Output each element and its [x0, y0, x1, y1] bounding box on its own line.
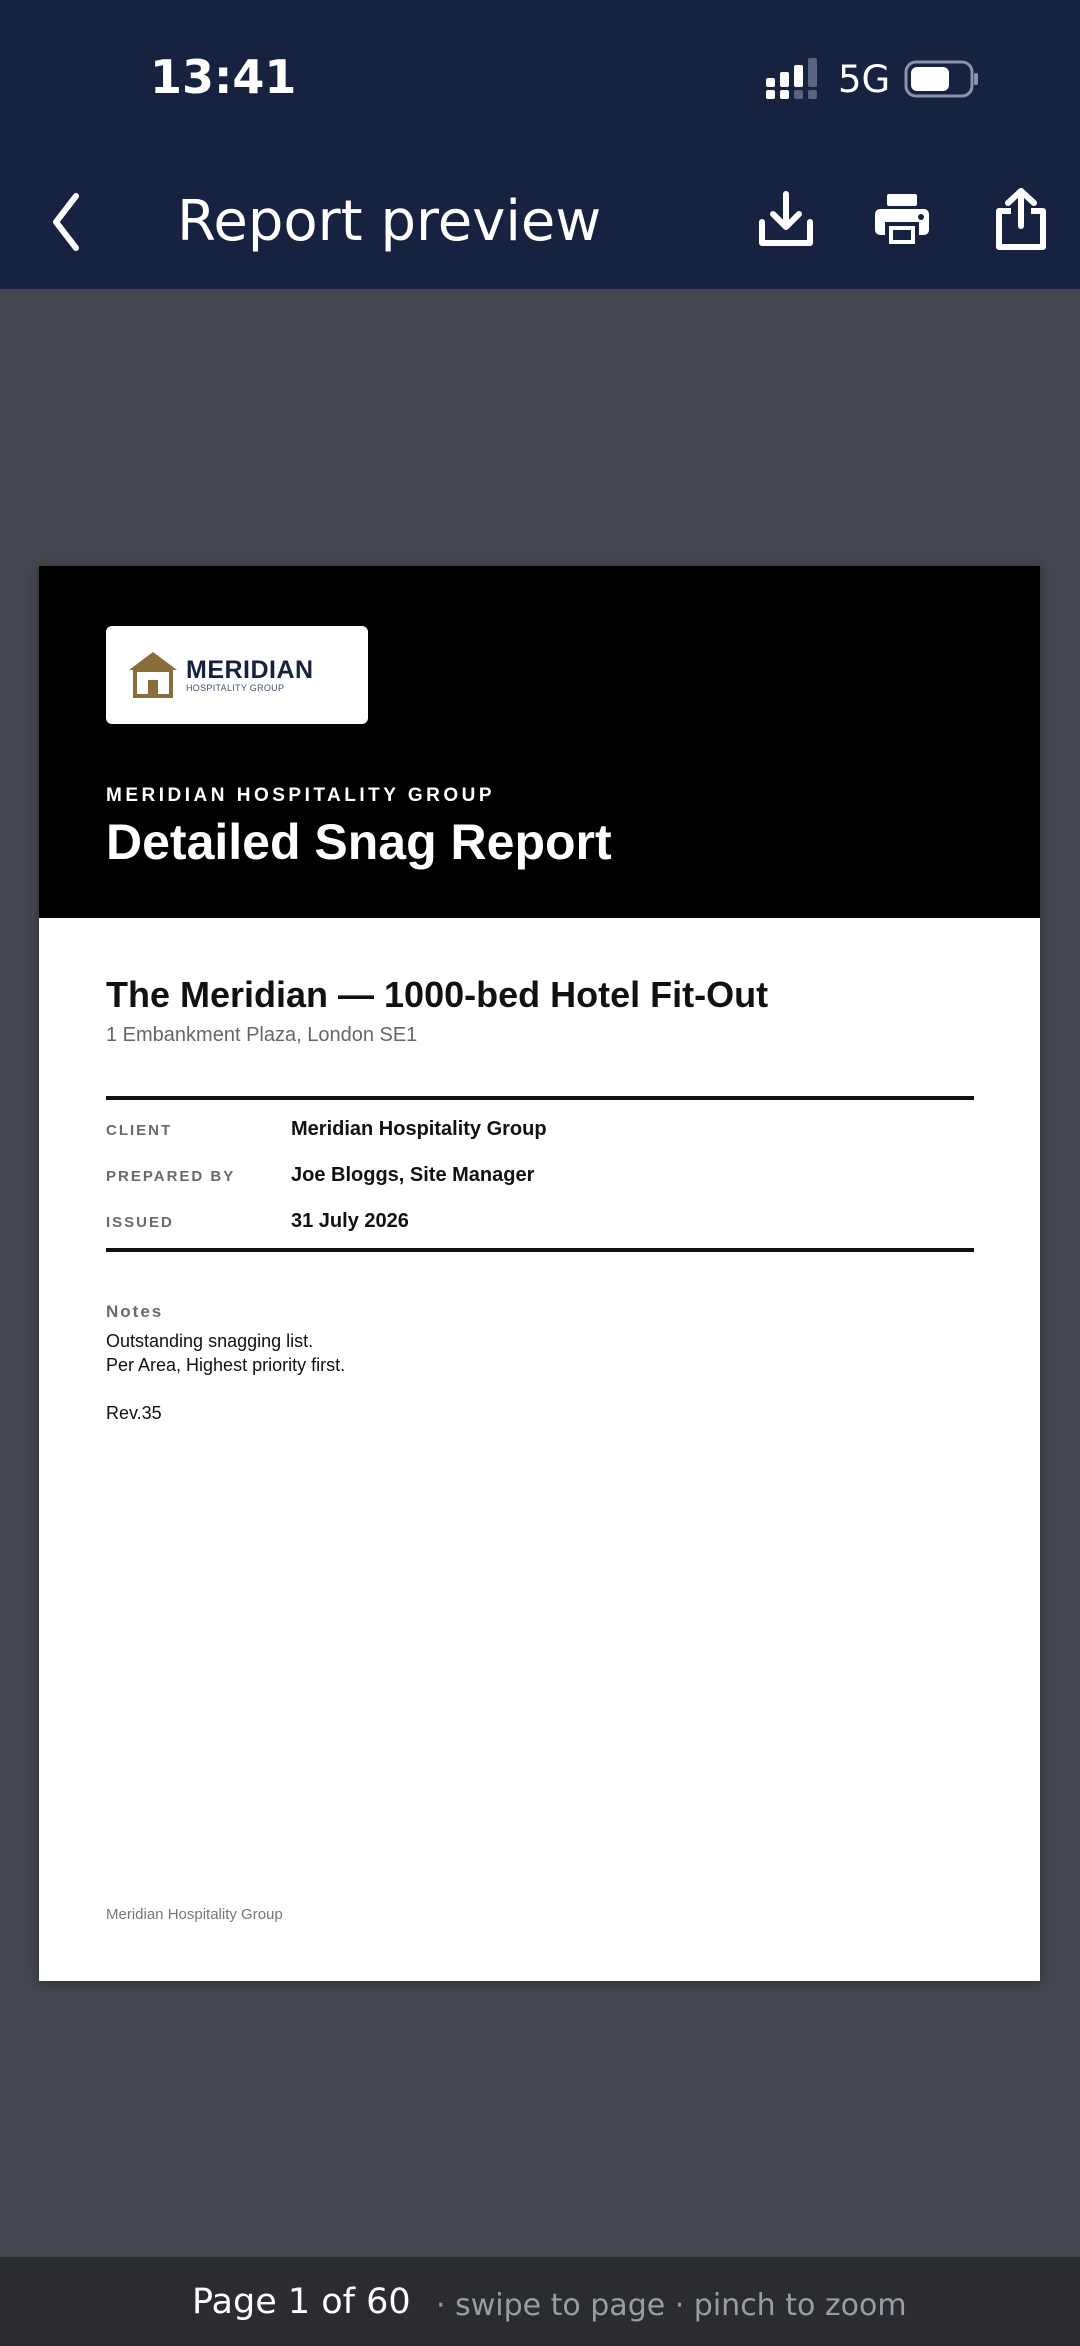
company-logo	[106, 626, 368, 724]
battery-icon	[904, 60, 980, 98]
screen-title: Report preview	[177, 189, 602, 254]
house-icon	[129, 652, 177, 698]
meta-label: PREPARED BY	[106, 1168, 236, 1185]
logo-wordmark: MERIDIAN	[186, 656, 314, 684]
network-label: 5G	[838, 58, 891, 101]
meta-label: CLIENT	[106, 1122, 173, 1139]
gesture-hint: · swipe to page · pinch to zoom	[436, 2288, 907, 2323]
page-counter: Page 1 of 60	[192, 2282, 411, 2322]
share-icon[interactable]	[991, 186, 1051, 252]
page-footer: Meridian Hospitality Group	[106, 1906, 283, 1923]
back-chevron-icon[interactable]	[46, 188, 90, 256]
report-meta-table	[106, 1096, 974, 1252]
meta-value: Joe Bloggs, Site Manager	[291, 1164, 535, 1186]
logo-subtitle: HOSPITALITY GROUP	[186, 683, 285, 693]
printer-icon[interactable]	[872, 188, 932, 250]
signal-icon	[766, 58, 822, 100]
app-header	[0, 0, 1080, 289]
organization-name: MERIDIAN HOSPITALITY GROUP	[106, 785, 496, 806]
status-time: 13:41	[150, 50, 297, 104]
meta-row-issued	[106, 1210, 974, 1240]
meta-row-client	[106, 1118, 974, 1148]
revision-label: Rev.35	[106, 1403, 162, 1423]
meta-value: Meridian Hospitality Group	[291, 1118, 547, 1140]
meta-row-prepared-by	[106, 1164, 974, 1194]
notes-heading: Notes	[106, 1302, 164, 1321]
project-address: 1 Embankment Plaza, London SE1	[106, 1024, 418, 1046]
report-page[interactable]	[39, 566, 1040, 1981]
report-cover-header	[39, 566, 1040, 918]
notes-line: Per Area, Highest priority first.	[106, 1355, 346, 1375]
report-title: Detailed Snag Report	[106, 814, 612, 870]
download-icon[interactable]	[756, 188, 816, 250]
meta-label: ISSUED	[106, 1214, 174, 1231]
project-title: The Meridian — 1000-bed Hotel Fit-Out	[106, 974, 769, 1015]
meta-value: 31 July 2026	[291, 1210, 409, 1232]
notes-line: Outstanding snagging list.	[106, 1331, 314, 1351]
